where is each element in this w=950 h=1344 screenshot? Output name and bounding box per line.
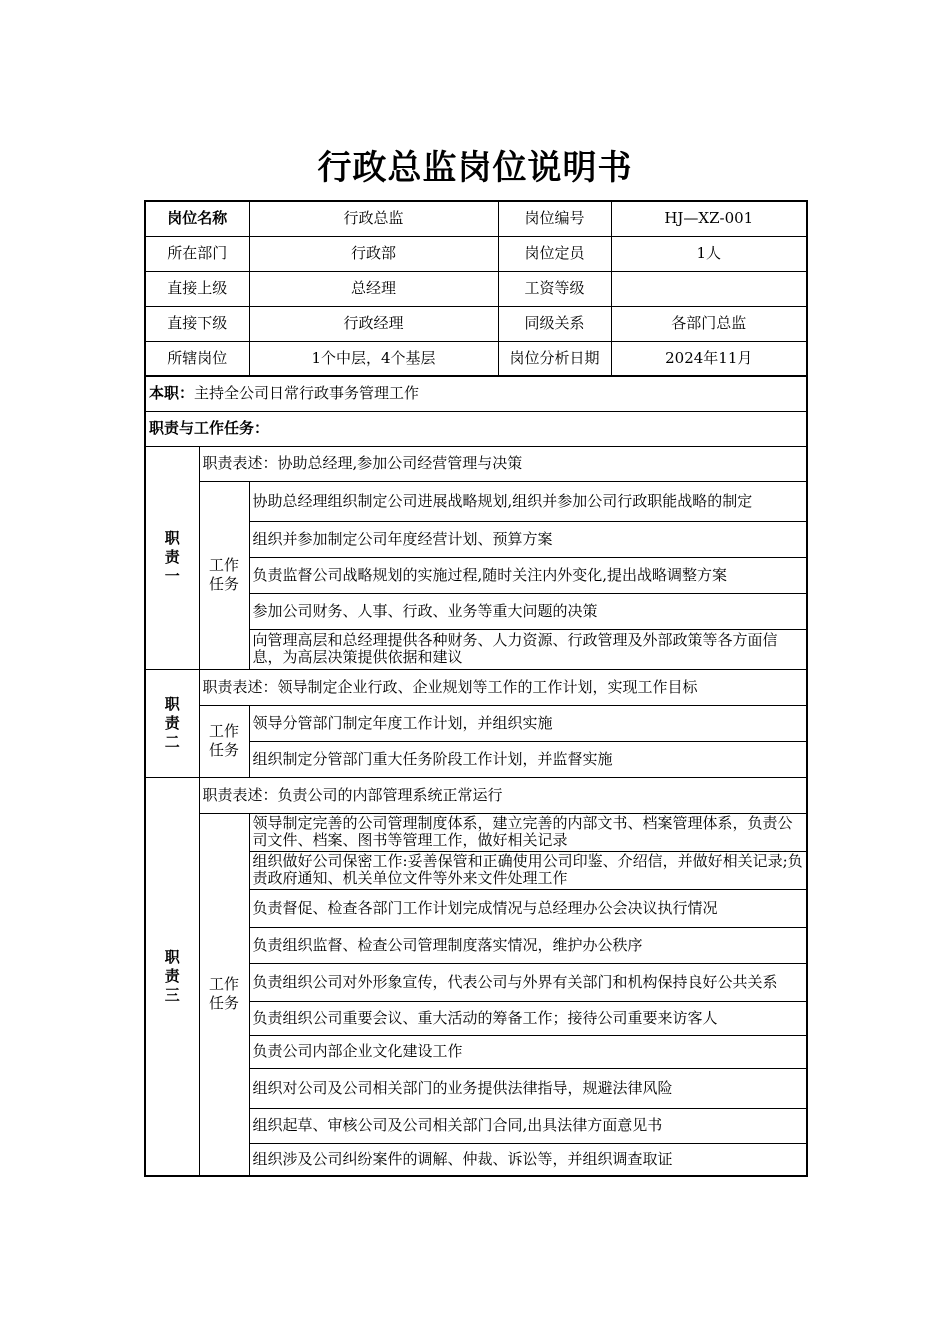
info-value: HJ—XZ-001 bbox=[611, 201, 807, 236]
main-duty-text: 主持全公司日常行政事务管理工作 bbox=[194, 384, 420, 403]
info-label: 所在部门 bbox=[145, 236, 249, 271]
task-label: 工作 任务 bbox=[199, 481, 249, 669]
task-item: 领导制定完善的公司管理制度体系，建立完善的内部文书、档案管理体系，负责公司文件、档案、图书等管理工作，做好相关记录 bbox=[249, 813, 807, 851]
info-value: 1个中层，4个基层 bbox=[249, 341, 498, 376]
section-name: 职 责 二 bbox=[145, 669, 199, 777]
info-row bbox=[145, 341, 807, 376]
section-statement: 职责表述：负责公司的内部管理系统正常运行 bbox=[199, 777, 807, 813]
task-item: 负责组织公司重要会议、重大活动的筹备工作；接待公司重要来访客人 bbox=[249, 1001, 807, 1035]
section-name: 职 责 三 bbox=[145, 777, 199, 1176]
info-row bbox=[145, 201, 807, 236]
section-statement-row bbox=[145, 446, 807, 481]
task-item: 组织起草、审核公司及公司相关部门合同,出具法律方面意见书 bbox=[249, 1108, 807, 1143]
main-duty bbox=[145, 376, 807, 411]
info-label: 岗位分析日期 bbox=[498, 341, 611, 376]
section-statement-row bbox=[145, 777, 807, 813]
task-item: 负责监督公司战略规划的实施过程,随时关注内外变化,提出战略调整方案 bbox=[249, 557, 807, 593]
task-label: 工作 任务 bbox=[199, 705, 249, 777]
info-row bbox=[145, 236, 807, 271]
task-item: 组织做好公司保密工作:妥善保管和正确使用公司印鉴、介绍信，并做好相关记录;负责政府通知、机关单位文件等外来文件处理工作 bbox=[249, 851, 807, 889]
info-row bbox=[145, 306, 807, 341]
task-item: 负责组织监督、检查公司管理制度落实情况，维护办公秩序 bbox=[249, 927, 807, 963]
info-row bbox=[145, 271, 807, 306]
section-name: 职 责 一 bbox=[145, 446, 199, 669]
info-label: 岗位名称 bbox=[145, 201, 249, 236]
info-value: 2024年11月 bbox=[611, 341, 807, 376]
task-label: 工作 任务 bbox=[199, 813, 249, 1176]
task-item: 负责督促、检查各部门工作计划完成情况与总经理办公会决议执行情况 bbox=[249, 889, 807, 927]
info-value: 总经理 bbox=[249, 271, 498, 306]
task-row bbox=[145, 481, 807, 521]
info-label: 同级关系 bbox=[498, 306, 611, 341]
info-label: 工资等级 bbox=[498, 271, 611, 306]
responsibilities-header: 职责与工作任务： bbox=[145, 411, 807, 446]
task-item: 组织制定分管部门重大任务阶段工作计划，并监督实施 bbox=[249, 741, 807, 777]
task-item: 组织涉及公司纠纷案件的调解、仲裁、诉讼等，并组织调查取证 bbox=[249, 1143, 807, 1176]
info-value: 行政部 bbox=[249, 236, 498, 271]
task-item: 领导分管部门制定年度工作计划，并组织实施 bbox=[249, 705, 807, 741]
task-row bbox=[145, 705, 807, 741]
info-value: 行政总监 bbox=[249, 201, 498, 236]
task-item: 参加公司财务、人事、行政、业务等重大问题的决策 bbox=[249, 593, 807, 629]
info-label: 岗位定员 bbox=[498, 236, 611, 271]
page-title: 行政总监岗位说明书 bbox=[317, 148, 633, 188]
section-statement: 职责表述：领导制定企业行政、企业规划等工作的工作计划，实现工作目标 bbox=[199, 669, 807, 705]
info-label: 岗位编号 bbox=[498, 201, 611, 236]
task-item: 负责公司内部企业文化建设工作 bbox=[249, 1035, 807, 1068]
main-duty-row bbox=[145, 376, 807, 411]
info-label: 直接上级 bbox=[145, 271, 249, 306]
job-description-table bbox=[144, 200, 808, 1177]
task-item: 向管理高层和总经理提供各种财务、人力资源、行政管理及外部政策等各方面信息，为高层决策提供依据和建议 bbox=[249, 629, 807, 669]
responsibilities-header-row bbox=[145, 411, 807, 446]
info-value: 行政经理 bbox=[249, 306, 498, 341]
section-statement: 职责表述：协助总经理,参加公司经营管理与决策 bbox=[199, 446, 807, 481]
task-item: 负责组织公司对外形象宣传，代表公司与外界有关部门和机构保持良好公共关系 bbox=[249, 963, 807, 1001]
section-statement-row bbox=[145, 669, 807, 705]
task-item: 组织并参加制定公司年度经营计划、预算方案 bbox=[249, 521, 807, 557]
task-item: 组织对公司及公司相关部门的业务提供法律指导，规避法律风险 bbox=[249, 1068, 807, 1108]
info-value: 各部门总监 bbox=[611, 306, 807, 341]
info-value bbox=[611, 271, 807, 306]
task-item: 协助总经理组织制定公司进展战略规划,组织并参加公司行政职能战略的制定 bbox=[249, 481, 807, 521]
info-label: 所辖岗位 bbox=[145, 341, 249, 376]
info-label: 直接下级 bbox=[145, 306, 249, 341]
task-row bbox=[145, 813, 807, 851]
info-value: 1人 bbox=[611, 236, 807, 271]
main-duty-label: 本职： bbox=[149, 384, 195, 403]
